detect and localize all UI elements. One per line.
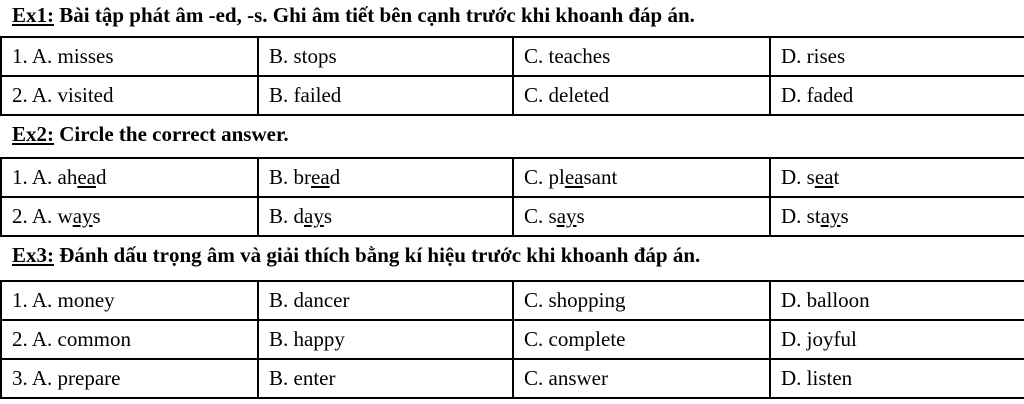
ex2-heading — [12, 119, 289, 149]
answer-option: D. rises — [770, 37, 1024, 76]
ex1-heading — [12, 0, 695, 30]
answer-option: B. bread — [258, 158, 513, 197]
ex3-heading — [12, 240, 700, 270]
answer-option: D. stays — [770, 197, 1024, 236]
answer-option: 1. A. misses — [1, 37, 258, 76]
ex3-table — [0, 280, 1024, 399]
answer-option: 1. A. money — [1, 281, 258, 320]
answer-option: C. answer — [513, 359, 770, 398]
answer-option: D. joyful — [770, 320, 1024, 359]
underlined-letters: ea — [564, 165, 584, 189]
underlined-letters: ea — [311, 165, 330, 189]
answer-option: 3. A. prepare — [1, 359, 258, 398]
answer-option: D. faded — [770, 76, 1024, 115]
ex3-label: Ex3: — [12, 243, 54, 267]
ex2-label: Ex2: — [12, 122, 54, 146]
answer-option: 1. A. ahead — [1, 158, 258, 197]
underlined-letters: ea — [814, 165, 834, 189]
answer-option: 2. A. common — [1, 320, 258, 359]
answer-option: C. complete — [513, 320, 770, 359]
answer-option: B. happy — [258, 320, 513, 359]
table-row — [1, 281, 1024, 320]
ex2-table — [0, 157, 1024, 237]
ex1-label: Ex1: — [12, 3, 54, 27]
table-row — [1, 37, 1024, 76]
table-row — [1, 359, 1024, 398]
answer-option: B. enter — [258, 359, 513, 398]
underlined-letters: ay — [820, 204, 841, 228]
answer-option: 2. A. ways — [1, 197, 258, 236]
ex2-instruction: Circle the correct answer. — [54, 122, 289, 146]
answer-option: C. shopping — [513, 281, 770, 320]
underlined-letters: ea — [77, 165, 96, 189]
underlined-letters: ay — [72, 204, 93, 228]
ex1-table — [0, 36, 1024, 116]
table-row — [1, 76, 1024, 115]
answer-option: C. says — [513, 197, 770, 236]
table-row — [1, 197, 1024, 236]
underlined-letters: ay — [304, 204, 324, 228]
ex3-instruction: Đánh dấu trọng âm và giải thích bằng kí hiệu trước khi khoanh đáp án. — [54, 243, 701, 267]
ex1-instruction: Bài tập phát âm -ed, -s. Ghi âm tiết bên cạnh trước khi khoanh đáp án. — [54, 3, 695, 27]
answer-option: C. deleted — [513, 76, 770, 115]
answer-option: B. dancer — [258, 281, 513, 320]
answer-option: C. teaches — [513, 37, 770, 76]
answer-option: B. failed — [258, 76, 513, 115]
answer-option: C. pleasant — [513, 158, 770, 197]
underlined-letters: ay — [556, 204, 577, 228]
answer-option: B. stops — [258, 37, 513, 76]
answer-option: 2. A. visited — [1, 76, 258, 115]
table-row — [1, 158, 1024, 197]
answer-option: B. days — [258, 197, 513, 236]
answer-option: D. listen — [770, 359, 1024, 398]
table-row — [1, 320, 1024, 359]
answer-option: D. seat — [770, 158, 1024, 197]
answer-option: D. balloon — [770, 281, 1024, 320]
